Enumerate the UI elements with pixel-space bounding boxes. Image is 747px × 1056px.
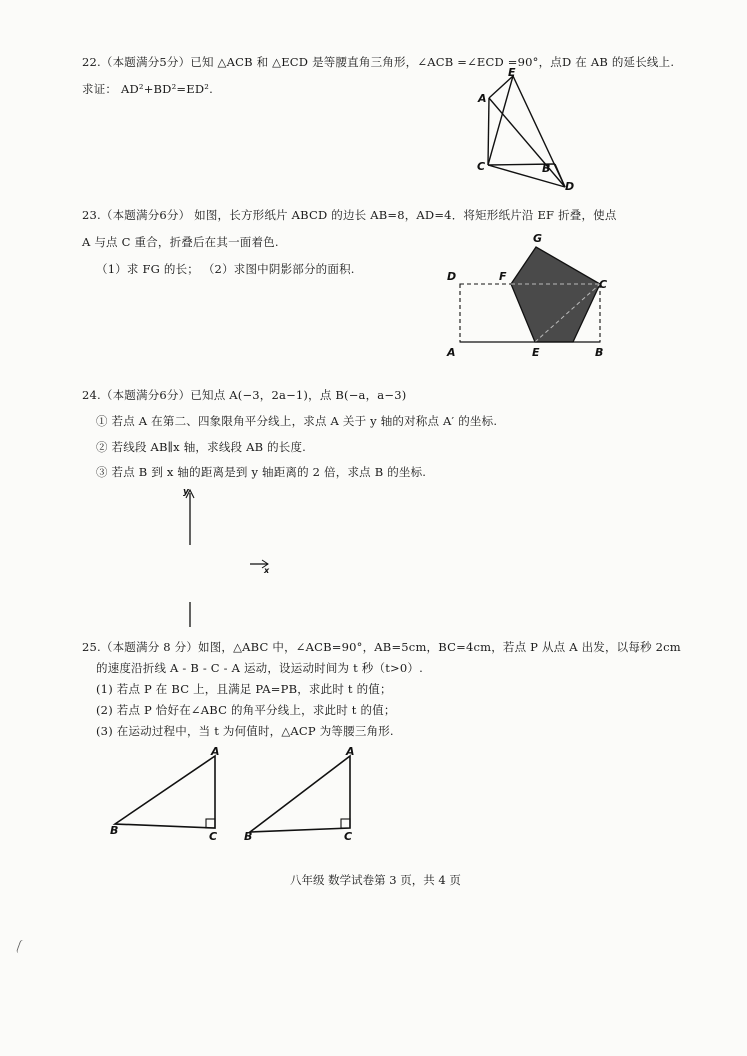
q25-figure-1 [105,745,235,850]
q24-x-axis-label: x [264,566,270,575]
scan-mark [16,939,27,955]
q24-item-1: ① 若点 A 在第二、四象限角平分线上，求点 A 关于 y 轴的对称点 A′ 的坐标. [96,414,498,428]
q25-statement: 25.（本题满分 8 分）如图，△ABC 中，∠ACB=90°，AB=5cm，BC=4cm，若点 P 从点 A 出发，以每秒 2cm [82,640,681,654]
q22-label-e: E [508,66,516,79]
q25-fig1-label-b: B [110,824,119,837]
q25-statement-cont: 的速度沿折线 A - B - C - A 运动，设运动时间为 t 秒（t>0）. [96,661,423,675]
q25-fig1-label-c: C [209,830,218,843]
q22-prove: 求证： AD²+BD²=ED². [82,82,213,96]
q23-statement: 23.（本题满分6分） 如图，长方形纸片 ABCD 的边长 AB=8，AD=4．将矩形纸片沿 EF 折叠，使点 [82,208,617,222]
q24-coordinate-axes [178,485,278,635]
q23-label-e: E [532,346,540,359]
q23-label-d: D [447,270,457,283]
q23-label-b: B [595,346,604,359]
q24-statement: 24.（本题满分6分）已知点 A(−3，2a−1)，点 B(−a，a−3) [82,388,407,402]
q22-label-b: B [542,162,551,175]
q23-label-a: A [447,346,456,359]
q22-figure [470,66,590,200]
q25-item-1: (1) 若点 P 在 BC 上，且满足 PA=PB，求此时 t 的值； [96,682,392,696]
q23-label-f: F [499,270,507,283]
q22-statement: 22.（本题满分5分）已知 △ACB 和 △ECD 是等腰直角三角形，∠ACB =∠ECD =90°，点D 在 AB 的延长线上. [82,55,675,69]
q23-subquestions: （1）求 FG 的长； （2）求图中阴影部分的面积. [96,262,355,276]
q23-label-c: C [599,278,608,291]
q25-fig1-label-a: A [211,745,220,758]
q25-item-3: (3) 在运动过程中，当 t 为何值时，△ACP 为等腰三角形. [96,724,394,738]
q22-label-d: D [565,180,575,193]
q25-fig2-label-c: C [344,830,353,843]
q25-fig2-label-a: A [346,745,355,758]
q25-item-2: (2) 若点 P 恰好在∠ABC 的角平分线上，求此时 t 的值； [96,703,396,717]
q22-label-a: A [478,92,487,105]
q23-shaded-region [511,247,600,342]
q25-fig2-label-b: B [244,830,253,843]
page-footer: 八年级 数学试卷第 3 页，共 4 页 [290,873,461,887]
q24-item-2: ② 若线段 AB∥x 轴，求线段 AB 的长度. [96,440,307,454]
q24-item-3: ③ 若点 B 到 x 轴的距离是到 y 轴距离的 2 倍，求点 B 的坐标. [96,465,427,479]
q22-label-c: C [477,160,486,173]
q23-figure [445,230,625,360]
q23-statement-cont: A 与点 C 重合，折叠后在其一面着色. [82,235,279,249]
q24-y-axis-label: y [183,487,189,497]
q25-figure-2 [240,745,370,850]
q23-label-g: G [533,232,543,245]
